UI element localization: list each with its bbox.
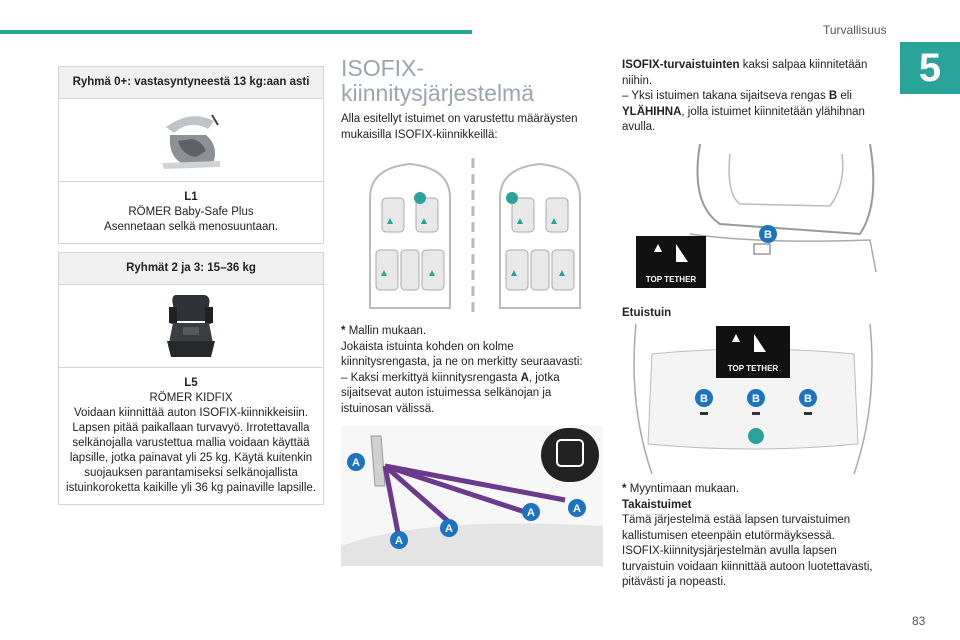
seat-code: L1 xyxy=(184,191,198,203)
anchor-label-b: B xyxy=(764,229,772,241)
section-title: Turvallisuus xyxy=(823,23,887,37)
paragraph: Tämä järjestelmä estää lapsen turvaistuimen kallistumisen eteenpäin etutörmäyksessä. xyxy=(622,514,851,542)
table-heading: Ryhmät 2 ja 3: 15–36 kg xyxy=(59,253,323,284)
group-2-3-table xyxy=(58,252,324,505)
page-number: 83 xyxy=(912,614,926,628)
bullet-bold: A xyxy=(520,371,529,384)
top-tether-label: TOP TETHER xyxy=(727,364,779,373)
anchor-label-a: A xyxy=(573,503,581,515)
seat-note: Asennetaan selkä menosuuntaan. xyxy=(104,221,278,233)
table-description xyxy=(59,367,323,504)
bullet-text: , jotka sijaitsevat auton istuimessa selkänojan ja istuinosan välissä. xyxy=(341,371,560,415)
car-outline-right xyxy=(500,164,580,308)
header-accent-bar xyxy=(0,30,472,34)
paragraph: ISOFIX-kiinnitysjärjestelmän avulla lapsen turvaistuin voidaan kiinnittää autoon luotettavasti, pitävästi ja nopeasti. xyxy=(622,545,873,588)
page-heading xyxy=(341,56,601,106)
footnote xyxy=(622,482,892,498)
footnote-text: Myyntimaan mukaan. xyxy=(629,483,739,495)
etuistuin-heading: Etuistuin xyxy=(622,307,672,319)
footnote-star: * xyxy=(341,325,346,337)
middle-text-block xyxy=(341,324,603,417)
seat-note: Voidaan kiinnittää auton ISOFIX-kiinnikkeisiin. Lapsen pitää paikallaan turvavyö. Irrotettavalla selkänojalla varustettua mallia voidaan käyttää lapsille, jotka painavat yli 25 kg. Käytä kuitenkin suojauksen parantamiseksi selkänojallista istuinkoroketta kaikille yli 36 kg painaville lapsille. xyxy=(66,407,316,494)
anchor-label-b: B xyxy=(700,393,708,405)
isofix-intro: Alla esitellyt istuimet on varustettu määräysten mukaisilla ISOFIX-kiinnikkeillä: xyxy=(341,113,578,141)
table-description xyxy=(59,181,323,243)
bullet-text: , jolla istuimet kiinnitetään ylähihnan avulla. xyxy=(622,105,865,133)
bullet-text: – Kaksi merkittyä kiinnitysrengasta xyxy=(341,371,521,384)
anchor-label-b: B xyxy=(752,393,760,405)
paragraph: Jokaista istuinta kohden on kolme kiinnitysrengasta, ja ne on merkitty seuraavasti: xyxy=(341,340,583,368)
takaistuimet-heading: Takaistuimet xyxy=(622,498,692,511)
seat-model: RÖMER KIDFIX xyxy=(149,392,233,404)
isofix-symbol-icon xyxy=(541,428,599,482)
heading-line-2: kiinnitysjärjestelmä xyxy=(341,80,535,106)
bullet-bold: B xyxy=(828,90,838,102)
isofix-anchor-photo xyxy=(341,426,603,566)
isofix-seat-layout-diagram xyxy=(360,158,590,318)
bold-term: ISOFIX-turvaistuinten xyxy=(622,59,740,71)
bullet-text: eli xyxy=(837,90,852,102)
footnote xyxy=(341,324,603,340)
anchor-label-a: A xyxy=(395,535,403,547)
baby-seat-image xyxy=(59,98,323,181)
anchor-label-a: A xyxy=(445,523,453,535)
right-intro xyxy=(622,58,892,136)
bullet-a xyxy=(341,371,603,418)
infant-carrier-icon xyxy=(156,105,226,175)
anchor-label-a: A xyxy=(527,507,535,519)
footnote-star: * xyxy=(622,483,627,495)
bullet-b xyxy=(622,89,892,136)
chapter-tab: 5 xyxy=(900,42,960,94)
right-text-block xyxy=(622,482,892,591)
booster-seat-image xyxy=(59,284,323,367)
seat-model: RÖMER Baby-Safe Plus xyxy=(128,206,254,218)
anchor-label-b: B xyxy=(804,393,812,405)
bullet-text: – Yksi istuimen takana sijaitseva rengas xyxy=(622,90,829,102)
footnote-text: Mallin mukaan. xyxy=(348,325,427,337)
bullet-bold: YLÄHIHNA xyxy=(622,105,682,118)
booster-seat-icon xyxy=(161,291,221,361)
anchor-label-a: A xyxy=(352,457,360,469)
car-outline-left xyxy=(370,164,450,308)
seat-code: L5 xyxy=(184,377,198,389)
heading-line-1: ISOFIX- xyxy=(341,55,425,81)
paragraph xyxy=(622,58,892,89)
front-seat-top-tether-figure xyxy=(630,144,882,292)
group-0plus-table xyxy=(58,66,324,244)
rear-seat-top-tether-figure xyxy=(622,324,884,476)
table-heading: Ryhmä 0+: vastasyntyneestä 13 kg:aan asti xyxy=(59,67,323,98)
paragraph-text: kaksi salpaa kiinnitetään niihin. xyxy=(622,59,868,87)
top-tether-label: TOP TETHER xyxy=(645,275,697,284)
